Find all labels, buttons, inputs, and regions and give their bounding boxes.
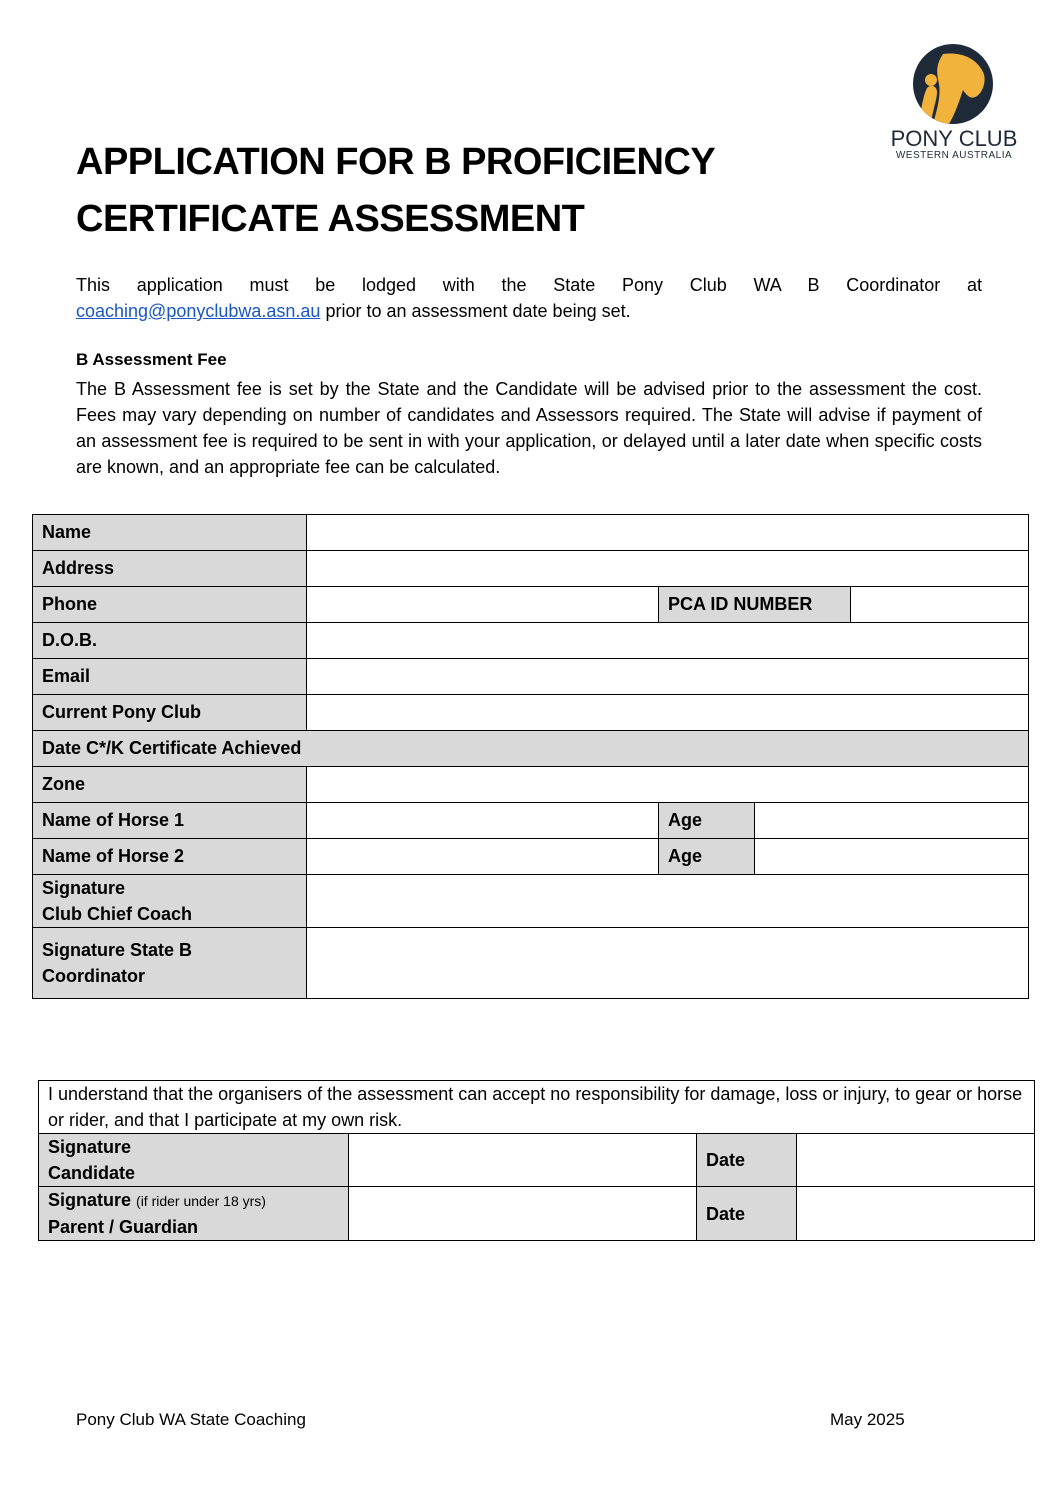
label-age-1: Age [659, 803, 755, 839]
label-horse-1: Name of Horse 1 [33, 803, 307, 839]
label-sig-parent-title: Signature [48, 1190, 132, 1210]
label-sig-parent [39, 1187, 349, 1241]
fee-text: The B Assessment fee is set by the State and the Candidate will be advised prior to the assessment the cost. Fees may vary depending on number of candidates and Assessors required. The State will advise if payment of an assessment fee is required to be sent in with your application, or delayed until a later date when specific costs are known, and an appropriate fee can be calculated. [76, 379, 982, 477]
intro-paragraph [76, 272, 982, 324]
label-age-2: Age [659, 839, 755, 875]
phone-field[interactable] [307, 587, 659, 623]
date-parent-field[interactable] [797, 1187, 1035, 1241]
email-field[interactable] [307, 659, 1029, 695]
intro-after-email: prior to an assessment date being set. [320, 301, 631, 321]
horse-2-field[interactable] [307, 839, 659, 875]
label-sig-candidate-line-1: Signature [48, 1137, 132, 1157]
address-field[interactable] [307, 551, 1029, 587]
label-sig-candidate [39, 1134, 349, 1187]
label-date-achieved[interactable]: Date C*/K Certificate Achieved [33, 731, 1029, 767]
application-form-table [32, 514, 1029, 999]
zone-field[interactable] [307, 767, 1029, 803]
coordinator-email-link[interactable]: coaching@ponyclubwa.asn.au [76, 301, 321, 321]
label-sig-coach-line-2: Club Chief Coach [42, 904, 193, 924]
label-sig-coach-line-1: Signature [42, 878, 126, 898]
label-club: Current Pony Club [33, 695, 307, 731]
declaration-table [38, 1080, 1035, 1241]
form-row-sig-state [33, 928, 1029, 999]
form-row-email [33, 659, 1029, 695]
declaration-row [39, 1081, 1035, 1134]
label-pca-id: PCA ID NUMBER [659, 587, 851, 623]
label-sig-parent-line-1 [48, 1187, 339, 1214]
footer-right: May 2025 [830, 1410, 905, 1429]
fee-heading: B Assessment Fee [76, 350, 227, 369]
name-field[interactable] [307, 515, 1029, 551]
declaration-text: I understand that the organisers of the assessment can accept no responsibility for damage, loss or injury, to gear or horse or rider, and that I participate at my own risk. [39, 1081, 1035, 1134]
pony-club-logo [884, 42, 1024, 167]
label-sig-state-line-2: Coordinator [42, 966, 145, 986]
pca-id-field[interactable] [851, 587, 1029, 623]
label-dob: D.O.B. [33, 623, 307, 659]
label-sig-coach [33, 875, 307, 928]
horse-1-field[interactable] [307, 803, 659, 839]
horse-head-icon [913, 44, 993, 124]
form-row-sig-coach [33, 875, 1029, 928]
label-email: Email [33, 659, 307, 695]
logo-name: PONY CLUB [890, 126, 1018, 151]
label-horse-2: Name of Horse 2 [33, 839, 307, 875]
age-1-field[interactable] [755, 803, 1029, 839]
label-sig-parent-line-2: Parent / Guardian [48, 1217, 199, 1237]
date-candidate-field[interactable] [797, 1134, 1035, 1187]
intro-line: This application must be lodged with the State Pony Club WA B Coordinator at [76, 275, 982, 295]
label-date-candidate: Date [697, 1134, 797, 1187]
label-sig-candidate-line-2: Candidate [48, 1163, 136, 1183]
sig-candidate-field[interactable] [349, 1134, 697, 1187]
form-row-name [33, 515, 1029, 551]
label-zone: Zone [33, 767, 307, 803]
label-name: Name [33, 515, 307, 551]
parent-sig-row [39, 1187, 1035, 1241]
footer-left: Pony Club WA State Coaching [76, 1410, 306, 1429]
form-row-horse-1 [33, 803, 1029, 839]
age-2-field[interactable] [755, 839, 1029, 875]
title-line-2: CERTIFICATE ASSESSMENT [76, 198, 585, 240]
label-address: Address [33, 551, 307, 587]
form-row-zone [33, 767, 1029, 803]
sig-parent-field[interactable] [349, 1187, 697, 1241]
form-row-date-achieved [33, 731, 1029, 767]
sig-coach-field[interactable] [307, 875, 1029, 928]
form-row-horse-2 [33, 839, 1029, 875]
label-sig-state [33, 928, 307, 999]
form-row-dob [33, 623, 1029, 659]
label-phone: Phone [33, 587, 307, 623]
club-field[interactable] [307, 695, 1029, 731]
label-date-parent: Date [697, 1187, 797, 1241]
form-row-phone [33, 587, 1029, 623]
dob-field[interactable] [307, 623, 1029, 659]
form-row-club [33, 695, 1029, 731]
label-sig-state-line-1: Signature State B [42, 940, 193, 960]
sig-state-field[interactable] [307, 928, 1029, 999]
title-line-1: APPLICATION FOR B PROFICIENCY [76, 141, 716, 183]
page-title [76, 134, 715, 248]
form-row-address [33, 551, 1029, 587]
label-sig-parent-note: (if rider under 18 yrs) [136, 1193, 266, 1209]
candidate-sig-row [39, 1134, 1035, 1187]
logo-subtitle: WESTERN AUSTRALIA [895, 150, 1013, 161]
